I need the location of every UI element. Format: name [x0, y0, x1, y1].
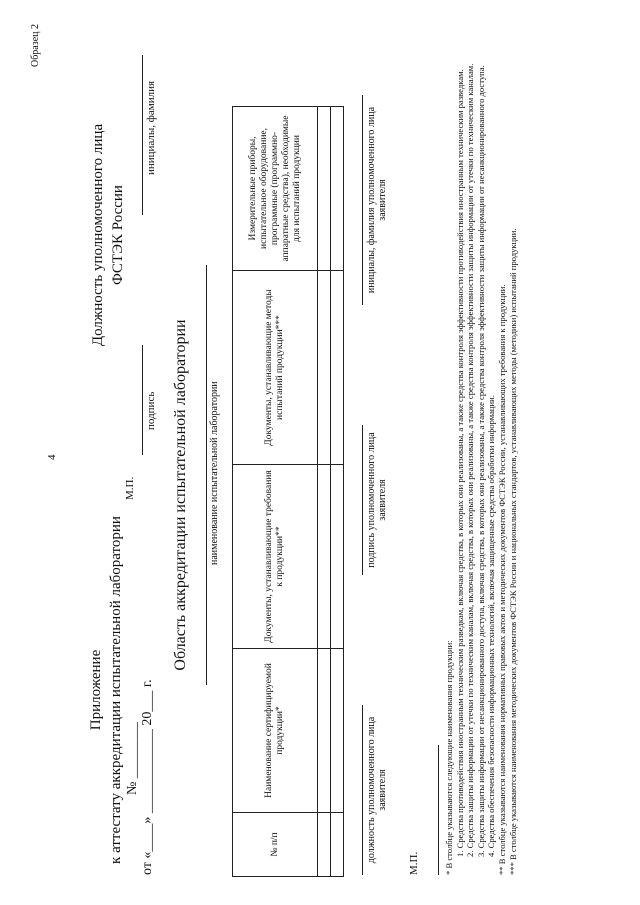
applicant-position-caption-1: должность уполномоченного лица: [366, 716, 377, 864]
official-stamp-mark: М.П.: [124, 476, 136, 500]
header-cell-equipment: Измерительные приборы, испытательное оборудование, программные (программно-аппаратные средства), необходимые для испытаний продукции: [233, 107, 318, 271]
applicant-signature-line: [362, 425, 363, 575]
applicant-position-caption-2: заявителя: [377, 769, 388, 811]
footnote-item-3: 3. Средства защиты информации от несанкционированного доступа, включая средства, в которых они реализованы, а также средства контроля эффективности защиты информации от несанкционированного доступа.: [475, 65, 486, 857]
official-title-line1: Должность уполномоченного лица: [90, 123, 106, 347]
applicant-position-caption: [366, 705, 388, 875]
header-cell-methods: Документы, устанавливающие методы испытаний продукции***: [233, 271, 318, 465]
appendix-heading: [86, 510, 126, 870]
footnote-requirements: ** В столбце указываются наименования нормативных правовых актов и методических документов ФСТЭК России, устанавливающих требования к продукции.: [496, 284, 507, 875]
table-cell: [318, 107, 331, 271]
footnote-methods: *** В столбце указываются наименования методических документов ФСТЭК России и национальных стандартов, устанавливающих методы (методики) испытаний продукции.: [507, 228, 518, 875]
applicant-signature-caption: [366, 425, 388, 575]
table-cell: [318, 649, 331, 813]
applicant-initials-caption-2: заявителя: [377, 179, 388, 221]
area-title: Область аккредитации испытательной лаборатории: [172, 319, 189, 671]
table-cell: [318, 813, 331, 877]
lab-name-caption: наименование испытательной лаборатории: [209, 381, 220, 565]
page-number: 4: [46, 454, 58, 460]
certificate-number: № ________: [125, 722, 140, 795]
table-row: [331, 107, 344, 877]
applicant-initials-line: [362, 95, 363, 305]
header-cell-product: Наименование сертифицируемой продукции*: [233, 649, 318, 813]
table-cell: [331, 649, 344, 813]
table-row: [318, 107, 331, 877]
applicant-signature-caption-2: заявителя: [377, 479, 388, 521]
applicant-initials-caption-1: инициалы, фамилия уполномоченного лица: [366, 106, 377, 294]
table-header-row: [233, 107, 318, 877]
footnote-item-2: 2. Средства защиты информации от утечки по техническим каналам, включая средства, в которых они реализованы, а также средства контроля эффективности защиты информации от утечки по техническим каналам.: [465, 63, 476, 857]
footnote-intro: * В столбце указываются следующие наименования продукции:: [444, 640, 454, 875]
official-signature-caption: подпись: [145, 391, 157, 430]
appendix-line1: Приложение: [88, 649, 104, 731]
table-cell: [318, 465, 331, 649]
official-initials-caption: инициалы, фамилия: [145, 80, 157, 175]
footnote-item-4: 4. Средства обеспечения безопасности информационных технологий, включая защищенные средства обработки информации.: [486, 395, 497, 857]
official-title-line2: ФСТЭК России: [110, 185, 126, 285]
applicant-position-line: [362, 705, 363, 875]
table-cell: [318, 271, 331, 465]
official-position: [88, 95, 128, 375]
appendix-line2: к аттестату аккредитации испытательной лаборатории: [108, 516, 124, 864]
table-cell: [331, 107, 344, 271]
footnotes: [444, 25, 518, 875]
applicant-stamp-mark: М.П.: [408, 851, 420, 875]
table-cell: [331, 271, 344, 465]
table-cell: [331, 465, 344, 649]
certificate-date: от «____» ____________ 20___ г.: [140, 679, 155, 875]
applicant-signature-caption-1: подпись уполномоченного лица: [366, 432, 377, 568]
scope-table: [232, 106, 344, 877]
footnote-rule: [438, 745, 439, 875]
table-cell: [331, 813, 344, 877]
header-cell-requirements: Документы, устанавливающие требования к продукции**: [233, 465, 318, 649]
sample-label: Образец 2: [30, 24, 41, 67]
applicant-initials-caption: [366, 95, 388, 305]
footnote-item-1: 1. Средства противодействия иностранным техническим разведкам, включая средства, в которых они реализованы, а также средства контроля эффективности противодействия иностранным техническим разведкам.: [454, 69, 465, 857]
official-signature-line: [142, 345, 143, 455]
lab-name-line: [206, 265, 207, 685]
official-initials-line: [142, 55, 143, 215]
header-cell-number: № п/п: [233, 813, 318, 877]
